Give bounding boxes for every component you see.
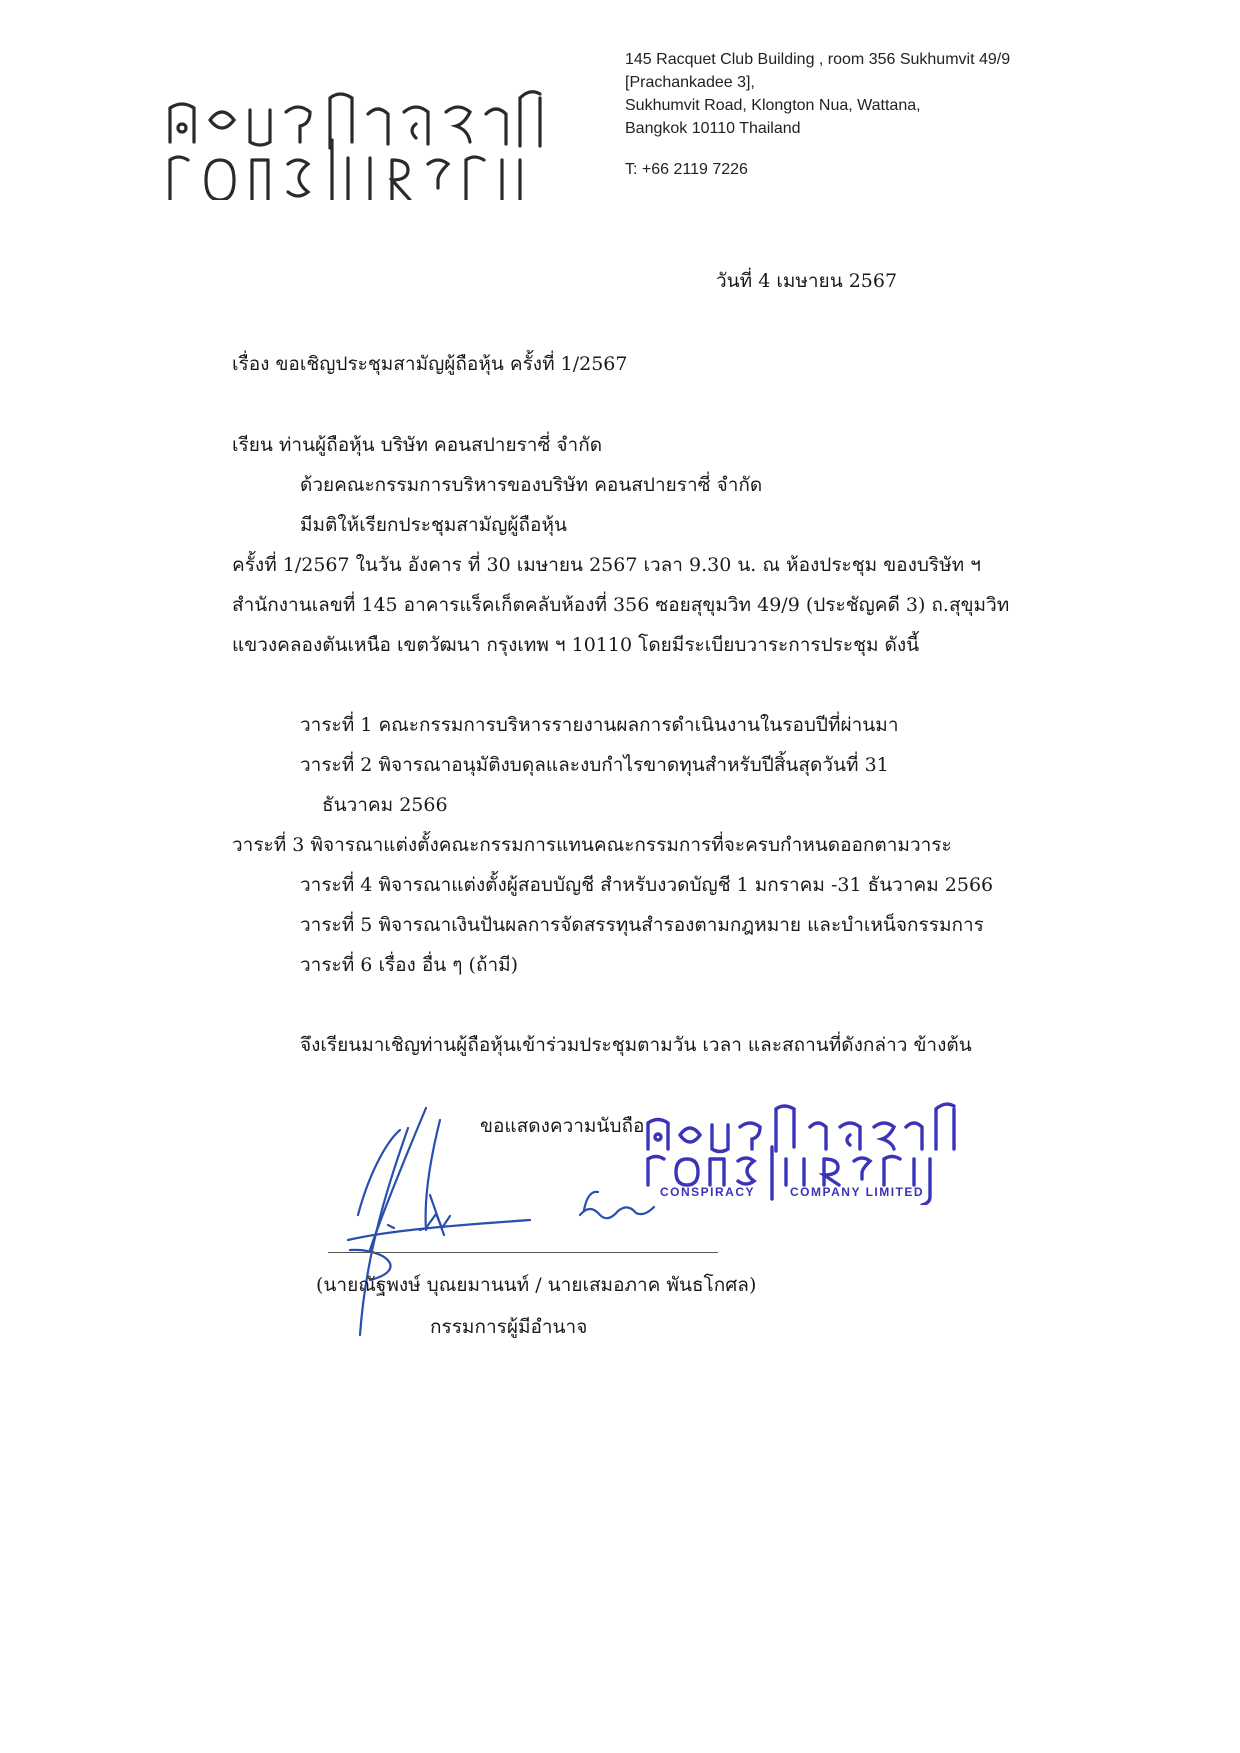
- body-line: มีมติให้เรียกประชุมสามัญผู้ถือหุ้น: [300, 514, 567, 536]
- body-line: ด้วยคณะกรรมการบริหารของบริษัท คอนสปายราซี่ จำกัด: [300, 474, 763, 496]
- salutation-label: เรียน: [232, 434, 273, 456]
- subject-line: [232, 349, 628, 379]
- agenda-item-continuation: ธันวาคม 2566: [322, 794, 448, 816]
- agenda-item: วาระที่ 1 คณะกรรมการบริหารรายงานผลการดำเนินงานในรอบปีที่ผ่านมา: [300, 714, 899, 736]
- agenda-item: วาระที่ 3 พิจารณาแต่งตั้งคณะกรรมการแทนคณะกรรมการที่จะครบกำหนดออกตามวาระ: [232, 834, 952, 856]
- subject-label: เรื่อง: [232, 353, 270, 375]
- agenda-item: วาระที่ 6 เรื่อง อื่น ๆ (ถ้ามี): [300, 954, 519, 976]
- subject-text: ขอเชิญประชุมสามัญผู้ถือหุ้น ครั้งที่ 1/2567: [275, 353, 628, 375]
- address-block: [625, 48, 1010, 181]
- company-logo: [160, 40, 610, 200]
- phone-number: T: +66 2119 7226: [625, 161, 748, 178]
- address-line: Sukhumvit Road, Klongton Nua, Wattana,: [625, 97, 921, 114]
- letter-date: วันที่ 4 เมษายน 2567: [716, 270, 898, 292]
- body-line: สำนักงานเลขที่ 145 อาคารแร็คเก็ตคลับห้องที่ 356 ซอยสุขุมวิท 49/9 (ประชัญคดี 3) ถ.สุขุมวิท: [232, 594, 1010, 616]
- stamp-caption-right: COMPANY LIMITED: [790, 1185, 925, 1199]
- signatory-names: (นายณัฐพงษ์ บุณยมานนท์ / นายเสมอภาค พันธโกศล): [316, 1274, 757, 1296]
- body-line: ครั้งที่ 1/2567 ในวัน อังคาร ที่ 30 เมษายน 2567 เวลา 9.30 น. ณ ห้องประชุม ของบริษัท ฯ: [232, 554, 981, 576]
- salutation-recipient: ท่านผู้ถือหุ้น บริษัท คอนสปายราซี่ จำกัด: [278, 434, 603, 456]
- body-line: แขวงคลองตันเหนือ เขตวัฒนา กรุงเทพ ฯ 10110 โดยมีระเบียบวาระการประชุม ดังนี้: [232, 634, 920, 656]
- signatory-title: กรรมการผู้มีอำนาจ: [430, 1316, 588, 1338]
- agenda-item: วาระที่ 2 พิจารณาอนุมัติงบดุลและงบกำไรขาดทุนสำหรับปีสิ้นสุดวันที่ 31: [300, 754, 889, 776]
- regards-text: ขอแสดงความนับถือ: [480, 1115, 645, 1137]
- agenda-item: วาระที่ 5 พิจารณาเงินปันผลการจัดสรรทุนสำรองตามกฎหมาย และบำเหน็จกรรมการ: [300, 914, 984, 936]
- stamp-caption-left: CONSPIRACY: [660, 1185, 756, 1199]
- address-line: Bangkok 10110 Thailand: [625, 120, 801, 137]
- address-line: 145 Racquet Club Building , room 356 Sukhumvit 49/9: [625, 51, 1011, 68]
- address-line: [Prachankadee 3],: [625, 74, 755, 91]
- closing-sentence: จึงเรียนมาเชิญท่านผู้ถือหุ้นเข้าร่วมประชุมตามวัน เวลา และสถานที่ดังกล่าว ข้างต้น: [300, 1034, 972, 1056]
- signature-line: [328, 1252, 718, 1253]
- agenda-item: วาระที่ 4 พิจารณาแต่งตั้งผู้สอบบัญชี สำหรับงวดบัญชี 1 มกราคม -31 ธันวาคม 2566: [300, 874, 994, 896]
- salutation: [232, 430, 602, 460]
